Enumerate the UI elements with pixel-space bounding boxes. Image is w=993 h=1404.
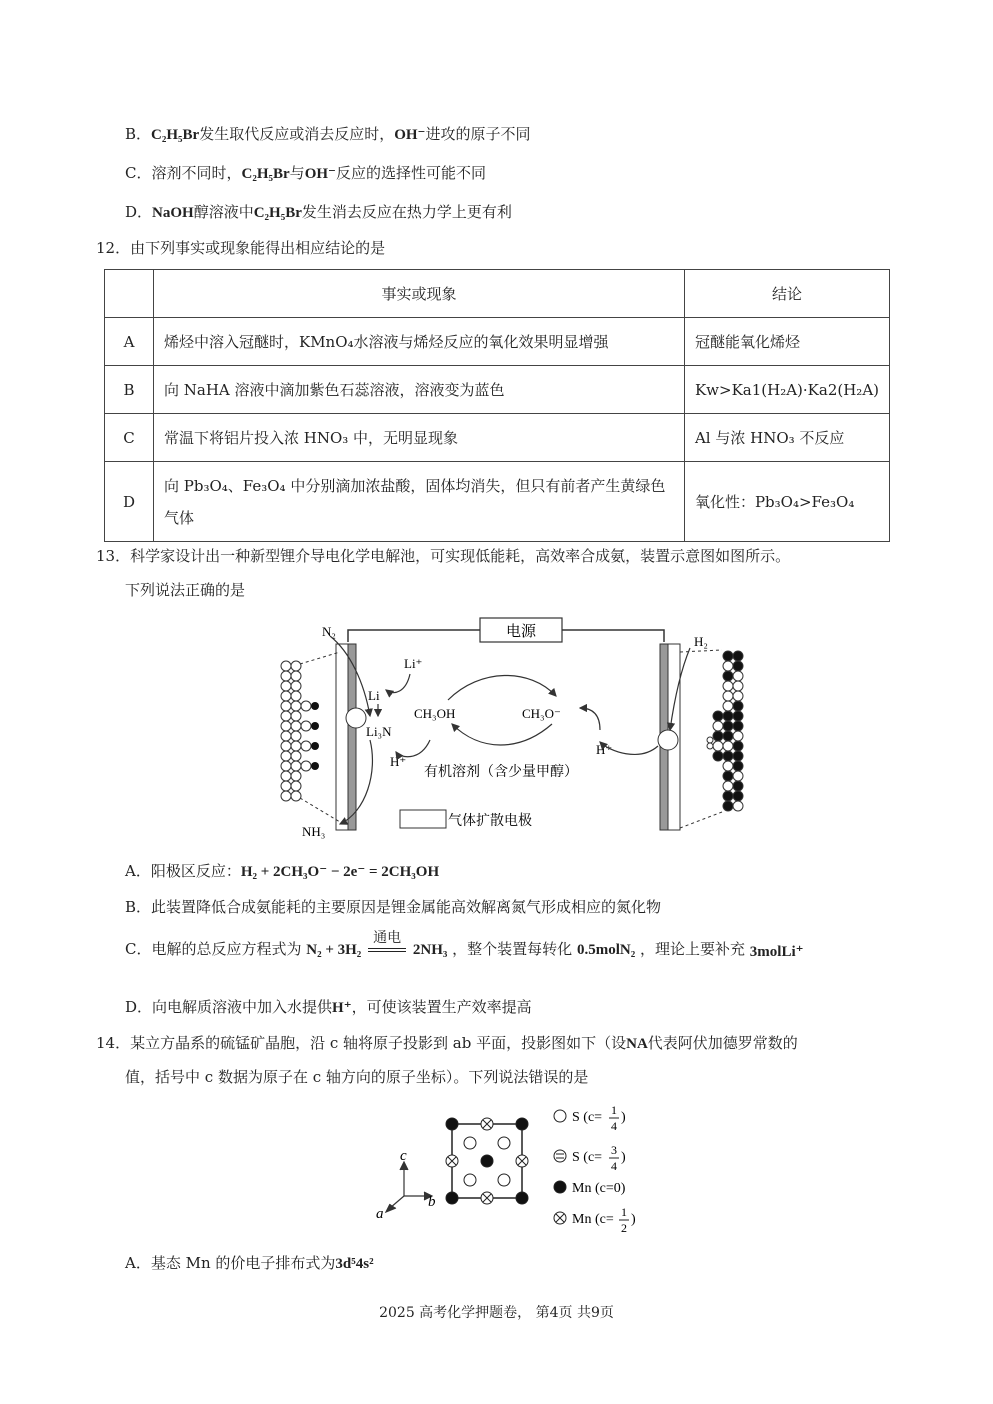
fact-cell: 常温下将铝片投入浓 HNO₃ 中，无明显现象 [153,414,684,462]
legend-mn1: Mn (c=0) [572,1181,626,1196]
table-header-cell [105,270,154,318]
table-row [105,366,890,414]
svg-text:): ) [621,1110,626,1125]
s-quarter-icon [554,1110,566,1122]
q13-option-a: A．阳极区反应：H₂ + 2CH₃O⁻ − 2e⁻ = 2CH₃OH [125,862,440,880]
n2-label: N₂ [322,624,336,639]
q11-option-d: D．NaOH醇溶液中C₂H₅Br发生消去反应在热力学上更有利 [125,203,512,221]
row-label: D [105,462,154,542]
conclusion-cell: Kw>Ka1(H₂A)·Ka2(H₂A) [684,366,889,414]
svg-text:): ) [631,1212,636,1227]
axis-b-label: b [428,1194,436,1210]
axis-c-label: c [400,1148,407,1164]
legend-s1: S (c= [572,1110,603,1125]
equals-bar [368,948,406,952]
legend-electrode-box [400,810,446,828]
q13-stem-1: 13．科学家设计出一种新型锂介导电化学电解池，可实现低能耗，高效率合成氨，装置示意图如图所示。 [96,547,791,565]
solvent-label: 有机溶剂（含少量甲醇） [424,765,578,780]
left-electrode [336,644,348,830]
svg-text:3: 3 [611,1143,617,1157]
legend-mn2: Mn (c= [572,1212,614,1227]
electrolysis-diagram [270,612,760,842]
crystal-projection-diagram [370,1100,660,1235]
conclusion-cell: Al 与浓 HNO₃ 不反应 [684,414,889,462]
svg-text:2: 2 [621,1221,627,1235]
q12-table [104,269,890,542]
axes-icon [386,1162,432,1212]
li-label: Li [368,688,380,703]
row-label: B [105,366,154,414]
q12-stem: 12．由下列事实或现象能得出相应结论的是 [96,239,386,257]
legend-s2: S (c= [572,1150,603,1165]
ch3o-minus-label: CH₃O⁻ [522,706,561,721]
condition-label: 通电 [373,930,402,946]
table-header-cell: 事实或现象 [153,270,684,318]
q14-stem-2: 值，括号中 c 数据为原子在 c 轴方向的原子坐标）。下列说法错误的是 [125,1068,589,1086]
right-lattice-icon [680,650,743,828]
h-plus-left-label: H⁺ [390,754,407,769]
table-row [105,414,890,462]
svg-text:1: 1 [611,1103,617,1117]
axis-a-label: a [376,1206,384,1222]
power-label: 电源 [505,624,537,640]
q11-option-b: B．C₂H₅Br发生取代反应或消去反应时，OH⁻进攻的原子不同 [125,125,531,143]
nh3-label: NH₃ [302,824,326,839]
h-plus-right-label: H⁺ [596,742,613,757]
fact-cell: 烯烃中溶入冠醚时，KMnO₄水溶液与烯烃反应的氧化效果明显增强 [153,318,684,366]
atom-sites [446,1118,528,1204]
svg-text:4: 4 [611,1119,617,1133]
s-three-quarter-icon [554,1150,566,1162]
legend-electrode-label: 气体扩散电极 [448,814,532,829]
page-footer: 2025 高考化学押题卷， 第4页 共9页 [379,1305,614,1321]
left-electrode-pore [346,708,366,728]
table-header-cell: 结论 [684,270,889,318]
left-lattice-icon [281,652,340,822]
q14-stem-1: 14．某立方晶系的硫锰矿晶胞，沿 c 轴将原子投影到 ab 平面，投影图如下（设NA代表阿伏加德罗常数的 [96,1034,798,1052]
svg-text:4: 4 [611,1159,617,1173]
q14-option-a: A．基态 Mn 的价电子排布式为3d⁵4s² [125,1254,374,1272]
conclusion-cell: 冠醚能氧化烯烃 [684,318,889,366]
q13-stem-2: 下列说法正确的是 [125,581,246,599]
row-label: A [105,318,154,366]
li-plus-label: Li⁺ [404,656,423,671]
q13-option-c: C．电解的总反应方程式为 N₂ + 3H₂ 通电 2NH₃ ，整个装置每转化 0.5molN₂ ，理论上要补充 3molLi⁺ [125,930,804,960]
left-electrode-layer [348,644,356,830]
crystal-legend [554,1103,636,1235]
right-electrode-pore [658,730,678,750]
q13-option-b: B．此装置降低合成氨能耗的主要原因是锂金属能高效解离氮气形成相应的氮化物 [125,898,662,916]
fact-cell: 向 NaHA 溶液中滴加紫色石蕊溶液，溶液变为蓝色 [153,366,684,414]
svg-text:): ) [621,1150,626,1165]
table-row [105,318,890,366]
table-row [105,462,890,542]
fact-cell: 向 Pb₃O₄、Fe₃O₄ 中分别滴加浓盐酸，固体均消失，但只有前者产生黄绿色气体 [153,462,684,542]
conclusion-cell: 氧化性：Pb₃O₄>Fe₃O₄ [684,462,889,542]
li3n-label: Li₃N [366,724,392,739]
h2-label: H₂ [694,634,708,649]
row-label: C [105,414,154,462]
mn-zero-icon [554,1181,566,1193]
q13-option-d: D．向电解质溶液中加入水提供H⁺，可使该装置生产效率提高 [125,998,532,1016]
ch3oh-label: CH₃OH [414,706,456,721]
svg-text:1: 1 [621,1205,627,1219]
q11-option-c: C．溶剂不同时，C₂H₅Br与OH⁻反应的选择性可能不同 [125,164,486,182]
